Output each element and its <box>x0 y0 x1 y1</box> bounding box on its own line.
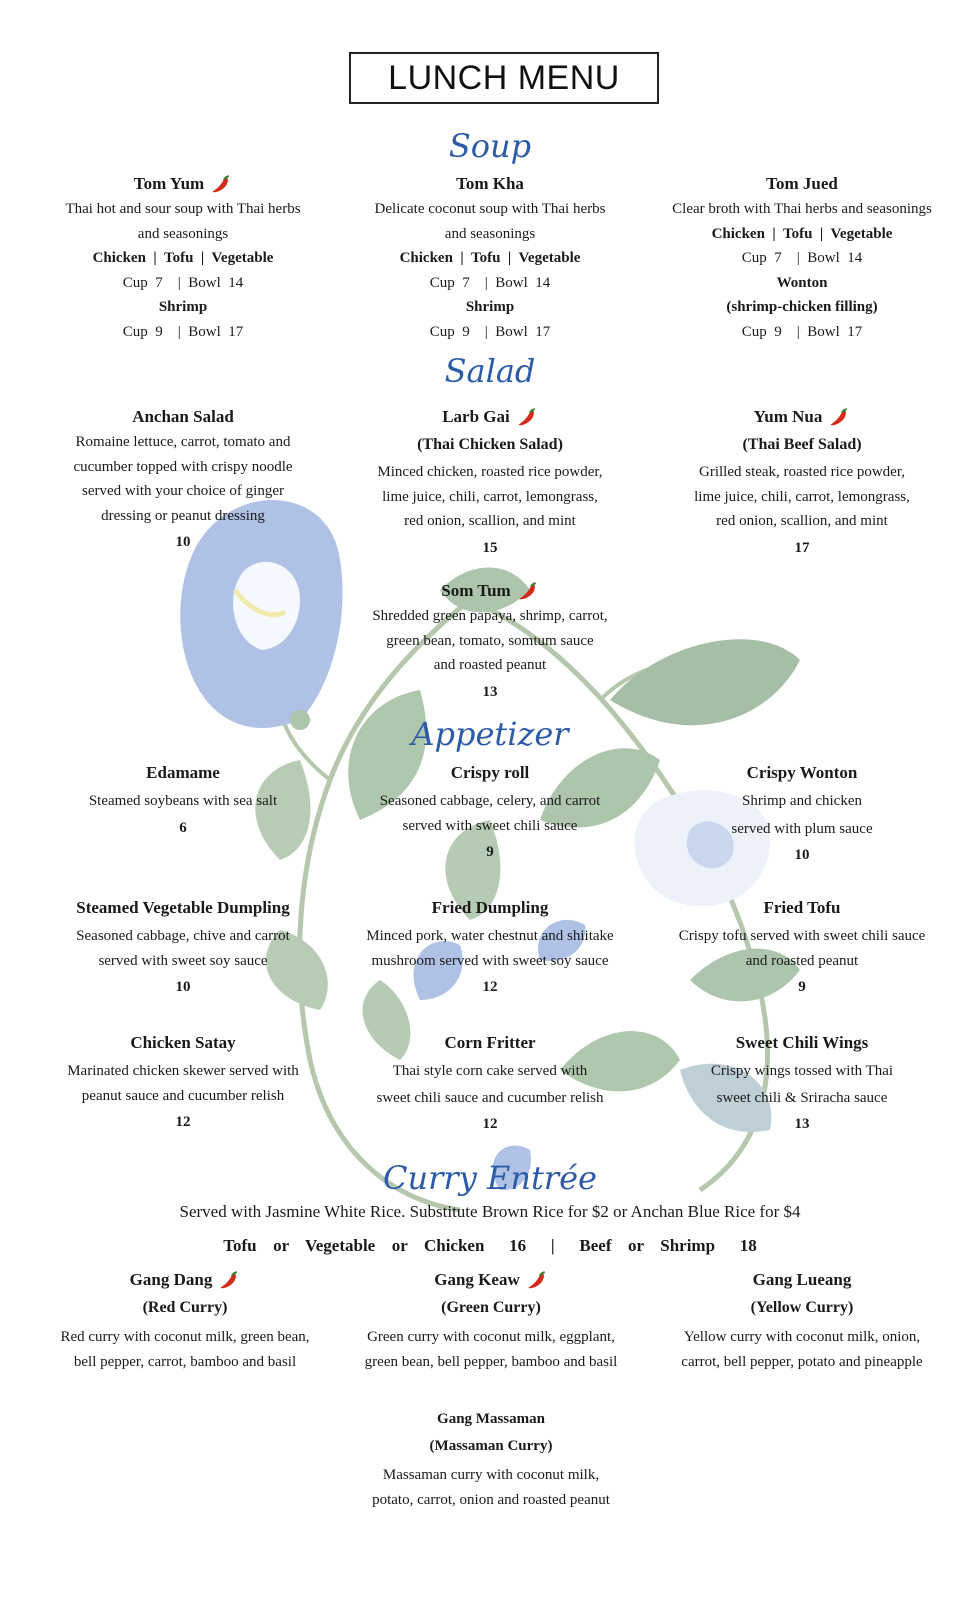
item-description: sweet chili sauce and cucumber relish <box>376 1089 604 1106</box>
item-description: Massaman curry with coconut milk, <box>382 1467 600 1483</box>
item-name: Fried Dumpling <box>431 898 549 917</box>
item-name: Tom Kha <box>456 174 524 193</box>
item-name: Tom Yum <box>133 174 205 193</box>
item-description: Seasoned cabbage, celery, and carrot <box>379 793 601 809</box>
item-description: lime juice, chili, carrot, lemongrass, <box>382 488 598 505</box>
item-description: mushroom served with sweet soy sauce <box>371 952 609 969</box>
chili-pepper-icon <box>218 1270 240 1292</box>
item-name: Crispy roll <box>450 763 530 782</box>
item-price: 13 <box>482 683 498 700</box>
menu-item-gang-massaman <box>326 1406 656 1512</box>
chili-pepper-icon <box>828 407 850 429</box>
item-subtitle: (Red Curry) <box>142 1299 228 1316</box>
item-description: Crispy wings tossed with Thai <box>710 1063 894 1079</box>
item-price: 17 <box>794 539 810 556</box>
item-price: 10 <box>794 847 810 863</box>
item-description: Shredded green papaya, shrimp, carrot, <box>372 608 608 624</box>
menu-item-som-tum <box>335 578 645 706</box>
item-name: Sweet Chili Wings <box>735 1033 869 1052</box>
menu-item-crispy-wonton <box>647 760 957 869</box>
item-subtitle: (Thai Chicken Salad) <box>417 436 563 453</box>
item-description: Thai hot and sour soup with Thai herbs <box>65 201 301 217</box>
menu-item-fried-dumpling <box>335 895 645 1001</box>
item-description: served with plum sauce <box>731 820 873 837</box>
item-description: Green curry with coconut milk, eggplant, <box>367 1329 615 1345</box>
item-name: Yum Nua <box>753 407 823 426</box>
menu-item-gang-dang <box>20 1267 350 1374</box>
protein-option: Wonton <box>776 274 828 291</box>
item-description: Yellow curry with coconut milk, onion, <box>683 1329 921 1345</box>
protein-option: Shrimp <box>158 299 208 315</box>
chili-pepper-icon <box>516 407 538 429</box>
item-name: Gang Lueang <box>752 1270 852 1289</box>
menu-item-anchan-salad <box>28 404 338 556</box>
item-description: lime juice, chili, carrot, lemongrass, <box>694 488 910 505</box>
item-description: green bean, tomato, somtum sauce <box>386 632 594 649</box>
item-description: and seasonings <box>444 225 536 242</box>
item-subtitle: (Massaman Curry) <box>429 1438 553 1454</box>
item-price: 9 <box>486 844 494 860</box>
item-name: Anchan Salad <box>132 407 234 426</box>
item-description: red onion, scallion, and mint <box>716 513 888 529</box>
size-prices: Cup 9 | Bowl 17 <box>741 323 863 340</box>
size-prices: Cup 7 | Bowl 14 <box>741 250 863 266</box>
item-name: Steamed Vegetable Dumpling <box>76 898 290 917</box>
item-price: 10 <box>175 534 191 550</box>
item-price: 12 <box>482 979 498 995</box>
item-description: carrot, bell pepper, potato and pineapple <box>681 1353 923 1370</box>
protein-option-note: (shrimp-chicken filling) <box>726 299 878 315</box>
protein-options: Chicken | Tofu | Vegetable <box>711 225 893 242</box>
item-description: served with sweet soy sauce <box>98 952 268 969</box>
item-description: Red curry with coconut milk, green bean, <box>60 1329 310 1345</box>
item-description: potato, carrot, onion and roasted peanut <box>372 1491 610 1508</box>
item-price: 9 <box>798 979 806 995</box>
item-name: Corn Fritter <box>444 1033 536 1052</box>
menu-item-larb-gai <box>335 404 645 562</box>
menu-title: LUNCH MENU <box>349 52 659 104</box>
size-prices: Cup 9 | Bowl 17 <box>122 323 244 340</box>
section-heading-curry: Curry Entrée <box>383 1159 597 1197</box>
curry-pricing: Tofu or Vegetable or Chicken 16 | Beef or Shrimp 18 <box>223 1236 757 1255</box>
chili-pepper-icon <box>526 1270 548 1292</box>
item-description: Grilled steak, roasted rice powder, <box>699 464 905 480</box>
item-price: 15 <box>482 539 498 556</box>
item-name: Crispy Wonton <box>746 763 858 782</box>
size-prices: Cup 7 | Bowl 14 <box>122 274 244 291</box>
menu-item-steamed-vegetable-dumpling <box>28 895 338 1001</box>
chili-pepper-icon <box>517 581 539 603</box>
menu-item-chicken-satay <box>28 1030 338 1136</box>
section-heading-appetizer: Appetizer <box>411 715 569 753</box>
item-description: served with your choice of ginger <box>81 483 285 499</box>
item-description: and roasted peanut <box>433 657 547 673</box>
item-description: Delicate coconut soup with Thai herbs <box>374 201 606 217</box>
section-heading-soup: Soup <box>448 127 532 165</box>
size-prices: Cup 7 | Bowl 14 <box>429 274 551 291</box>
item-description: Shrimp and chicken <box>742 793 862 809</box>
item-description: red onion, scallion, and mint <box>404 513 576 529</box>
menu-item-edamame <box>28 760 338 842</box>
item-description: bell pepper, carrot, bamboo and basil <box>73 1353 297 1370</box>
menu-item-tom-yum <box>28 171 338 344</box>
menu-item-tom-kha <box>335 171 645 344</box>
item-name: Gang Dang <box>129 1270 213 1289</box>
chili-pepper-icon <box>210 174 232 196</box>
section-heading-salad: Salad <box>444 352 536 390</box>
item-description: Clear broth with Thai herbs and seasonings <box>672 201 932 217</box>
item-name: Larb Gai <box>442 407 510 426</box>
menu-item-corn-fritter <box>335 1030 645 1138</box>
protein-option: Shrimp <box>465 299 515 315</box>
item-description: cucumber topped with crispy noodle <box>73 458 293 475</box>
item-description: served with sweet chili sauce <box>402 817 578 834</box>
item-description: Steamed soybeans with sea salt <box>88 793 278 809</box>
item-price: 6 <box>179 819 187 836</box>
item-subtitle: (Green Curry) <box>441 1299 541 1316</box>
item-name: Gang Keaw <box>434 1270 520 1289</box>
item-price: 10 <box>175 979 191 995</box>
item-name: Gang Massaman <box>437 1411 545 1427</box>
menu-item-gang-keaw <box>326 1267 656 1374</box>
item-description: and seasonings <box>137 225 229 242</box>
item-price: 12 <box>175 1114 191 1130</box>
item-subtitle: (Yellow Curry) <box>750 1299 854 1316</box>
item-description: Minced chicken, roasted rice powder, <box>377 464 603 480</box>
item-subtitle: (Thai Beef Salad) <box>742 436 862 453</box>
menu-item-crispy-roll <box>335 760 645 866</box>
item-description: Seasoned cabbage, chive and carrot <box>76 928 290 944</box>
item-description: and roasted peanut <box>745 952 859 969</box>
menu-item-tom-jued <box>647 171 957 344</box>
protein-options: Chicken | Tofu | Vegetable <box>92 250 274 266</box>
item-name: Som Tum <box>441 581 511 600</box>
item-description: Marinated chicken skewer served with <box>67 1063 299 1079</box>
item-description: green bean, bell pepper, bamboo and basil <box>364 1353 618 1370</box>
item-description: Romaine lettuce, carrot, tomato and <box>75 434 291 450</box>
protein-options: Chicken | Tofu | Vegetable <box>399 250 581 266</box>
item-description: Crispy tofu served with sweet chili sauce <box>678 928 926 944</box>
menu-item-fried-tofu <box>647 895 957 1001</box>
item-price: 12 <box>482 1116 498 1132</box>
item-description: sweet chili & Sriracha sauce <box>716 1089 888 1106</box>
item-name: Fried Tofu <box>763 898 841 917</box>
item-description: peanut sauce and cucumber relish <box>81 1087 285 1104</box>
item-name: Tom Jued <box>766 174 838 193</box>
menu-item-gang-lueang <box>637 1267 967 1374</box>
item-name: Edamame <box>146 763 220 782</box>
menu-item-sweet-chili-wings <box>647 1030 957 1138</box>
item-description: Minced pork, water chestnut and shiitake <box>366 928 614 944</box>
size-prices: Cup 9 | Bowl 17 <box>429 323 551 340</box>
item-description: Thai style corn cake served with <box>392 1063 588 1079</box>
item-name: Chicken Satay <box>130 1033 236 1052</box>
item-description: dressing or peanut dressing <box>101 507 265 524</box>
menu-item-yum-nua <box>647 404 957 562</box>
curry-rice-note: Served with Jasmine White Rice. Substitute Brown Rice for $2 or Anchan Blue Rice for $4 <box>179 1202 801 1221</box>
item-price: 13 <box>794 1116 810 1132</box>
